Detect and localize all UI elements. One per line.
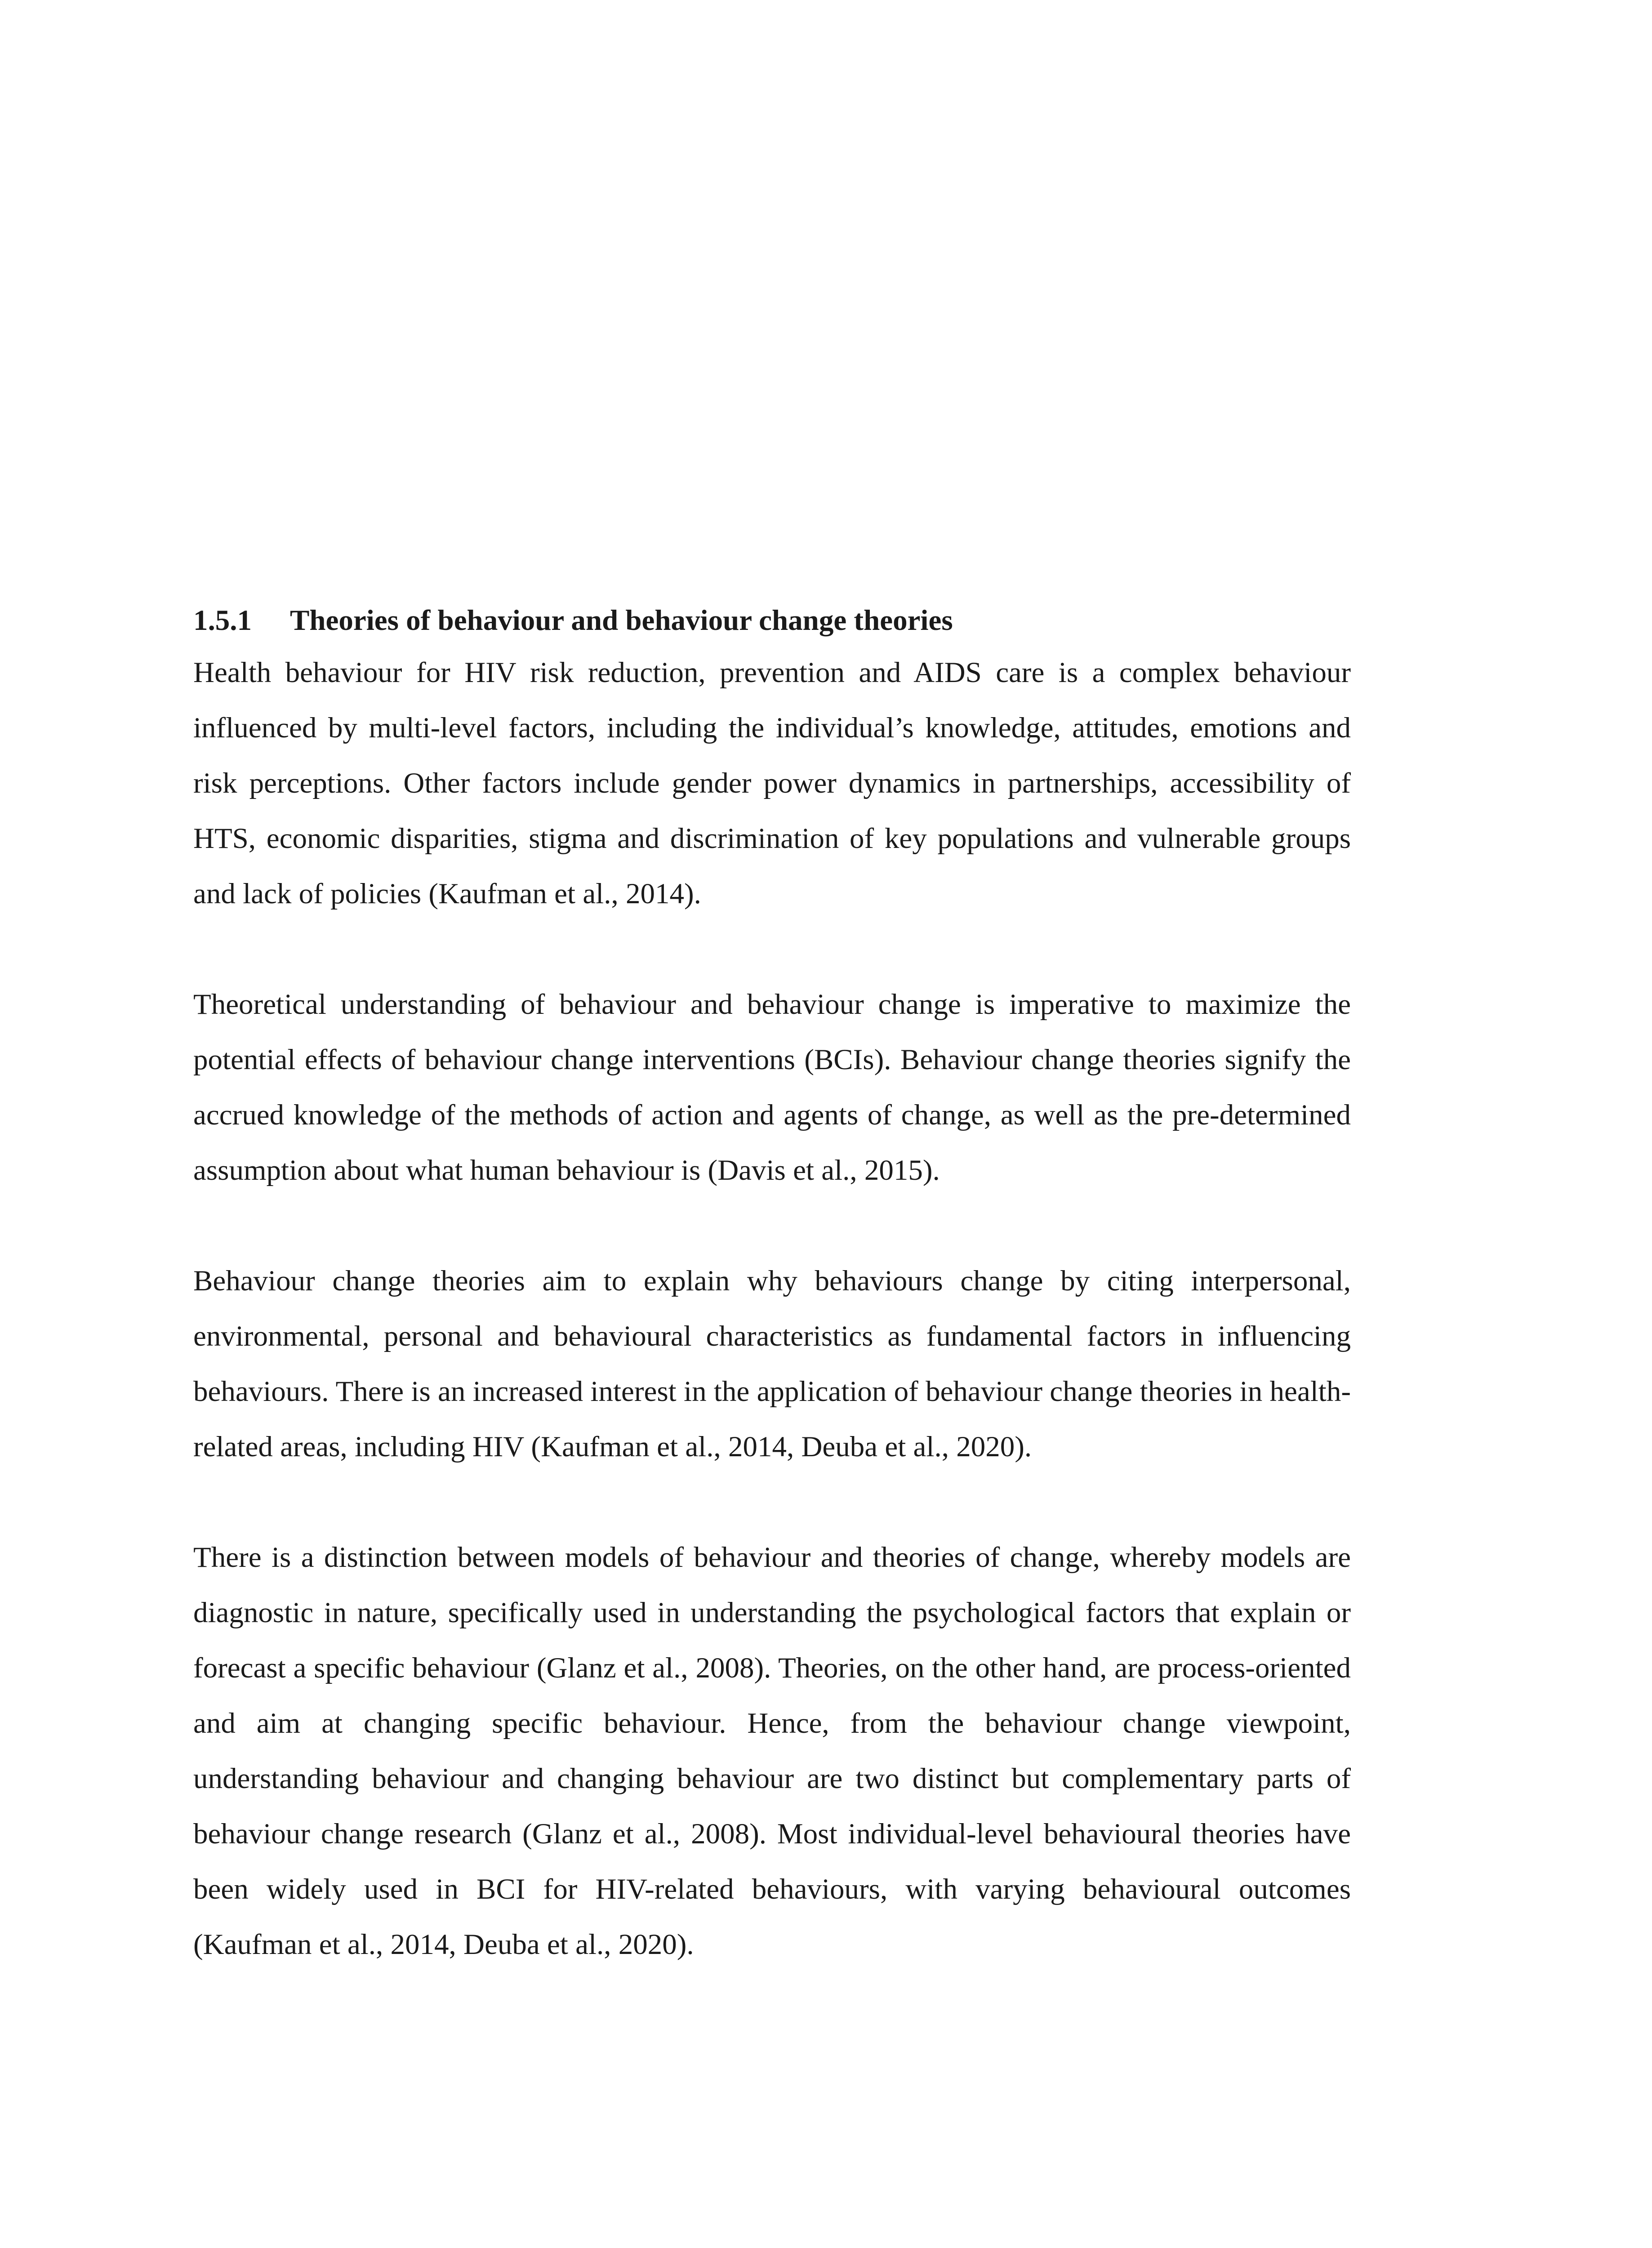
section-heading <box>193 600 1351 641</box>
section-number: 1.5.1 <box>193 604 252 637</box>
paragraph-2: Theoretical understanding of behaviour and behaviour change is imperative to maximize the potential effects of behaviour change interventions (BCIs). Behaviour change theories signify the accrued knowledge of the methods of action and agents of change, as well as the pre-determined assumption about what human behaviour is (Davis et al., 2015). <box>193 988 1351 1186</box>
paragraph-3: Behaviour change theories aim to explain why behaviours change by citing interpersonal, environmental, personal and behavioural characteristics as fundamental factors in influencing behaviours. There is an increased interest in the application of behaviour change theories in health-related areas, including HIV (Kaufman et al., 2014, Deuba et al., 2020). <box>193 1265 1351 1463</box>
page-content <box>193 600 1351 1972</box>
paragraph-1: Health behaviour for HIV risk reduction, prevention and AIDS care is a complex behaviour influenced by multi-level factors, including the individual’s knowledge, attitudes, emotions and risk perceptions. Other factors include gender power dynamics in partnerships, accessibility of HTS, economic disparities, stigma and discrimination of key populations and vulnerable groups and lack of policies (Kaufman et al., 2014). <box>193 656 1351 910</box>
section-title: Theories of behaviour and behaviour change theories <box>290 604 953 637</box>
paragraph-4: There is a distinction between models of behaviour and theories of change, whereby models are diagnostic in nature, specifically used in understanding the psychological factors that explain or forecast a specific behaviour (Glanz et al., 2008). Theories, on the other hand, are process-oriented and aim at changing specific behaviour. Hence, from the behaviour change viewpoint, understanding behaviour and changing behaviour are two distinct but complementary parts of behaviour change research (Glanz et al., 2008). Most individual-level behavioural theories have been widely used in BCI for HIV-related behaviours, with varying behavioural outcomes (Kaufman et al., 2014, Deuba et al., 2020). <box>193 1541 1351 1961</box>
